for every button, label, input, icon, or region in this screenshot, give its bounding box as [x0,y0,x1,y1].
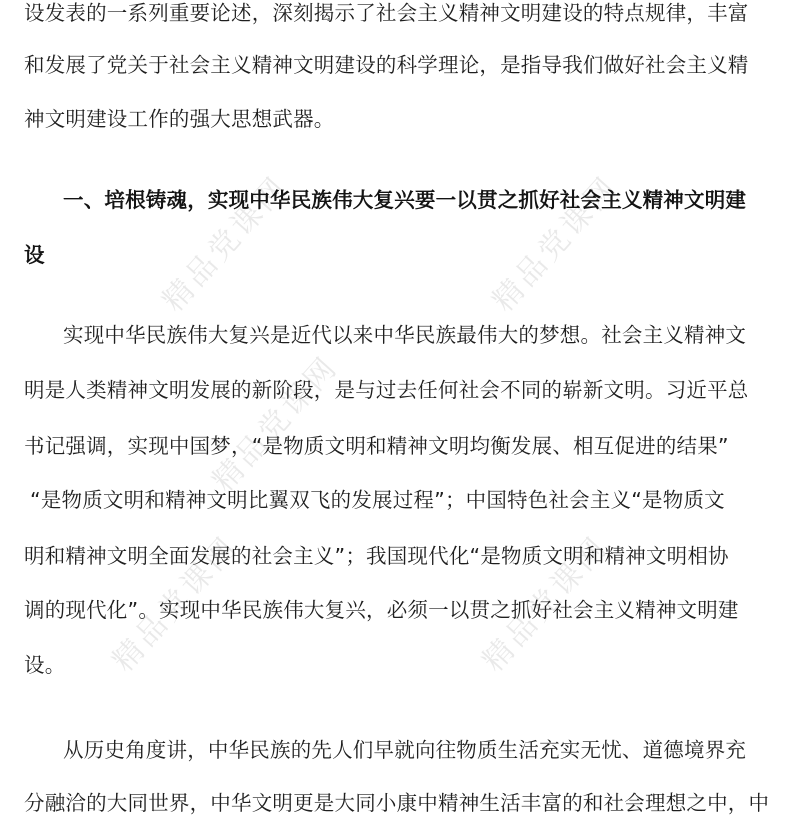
text-line: 调的现代化”。实现中华民族伟大复兴，必须一以贯之抓好社会主义精神文明建 [24,598,739,622]
text-line: 设。 [24,653,66,677]
text-line: 从历史角度讲，中华民族的先人们早就向往物质生活充实无忧、道德境界充 [63,738,747,762]
watermark: 精品党课网 [485,169,626,319]
text-line: 明是人类精神文明发展的新阶段，是与过去任何社会不同的崭新文明。习近平总 [24,378,749,402]
heading-line: 设 [24,243,45,267]
watermark: 精品党课网 [155,169,296,319]
text-line: 书记强调，实现中国梦，“是物质文明和精神文明均衡发展、相互促进的结果” [24,434,729,458]
heading-line: 一、培根铸魂，实现中华民族伟大复兴要一以贯之抓好社会主义精神文明建 [63,188,747,212]
text-line: “是物质文明和精神文明比翼双飞的发展过程”；中国特色社会主义“是物质文 [30,488,725,512]
text-line: 和发展了党关于社会主义精神文明建设的科学理论，是指导我们做好社会主义精 [24,53,749,77]
watermark: 精品党课网 [475,529,616,679]
text-line-partial: 分融洽的大同世界，中华文明更是大同小康中精神生活丰富的和社会理想之中，中 [24,791,770,815]
text-line: 实现中华民族伟大复兴是近代以来中华民族最伟大的梦想。社会主义精神文 [63,323,747,347]
text-line: 明和精神文明全面发展的社会主义”；我国现代化“是物质文明和精神文明相协 [24,544,729,568]
watermark: 精品党课网 [105,529,246,679]
watermark: 精品党课网 [205,349,346,499]
text-line: 神文明建设工作的强大思想武器。 [24,107,335,131]
text-line: 设发表的一系列重要论述，深刻揭示了社会主义精神文明建设的特点规律，丰富 [24,1,749,25]
